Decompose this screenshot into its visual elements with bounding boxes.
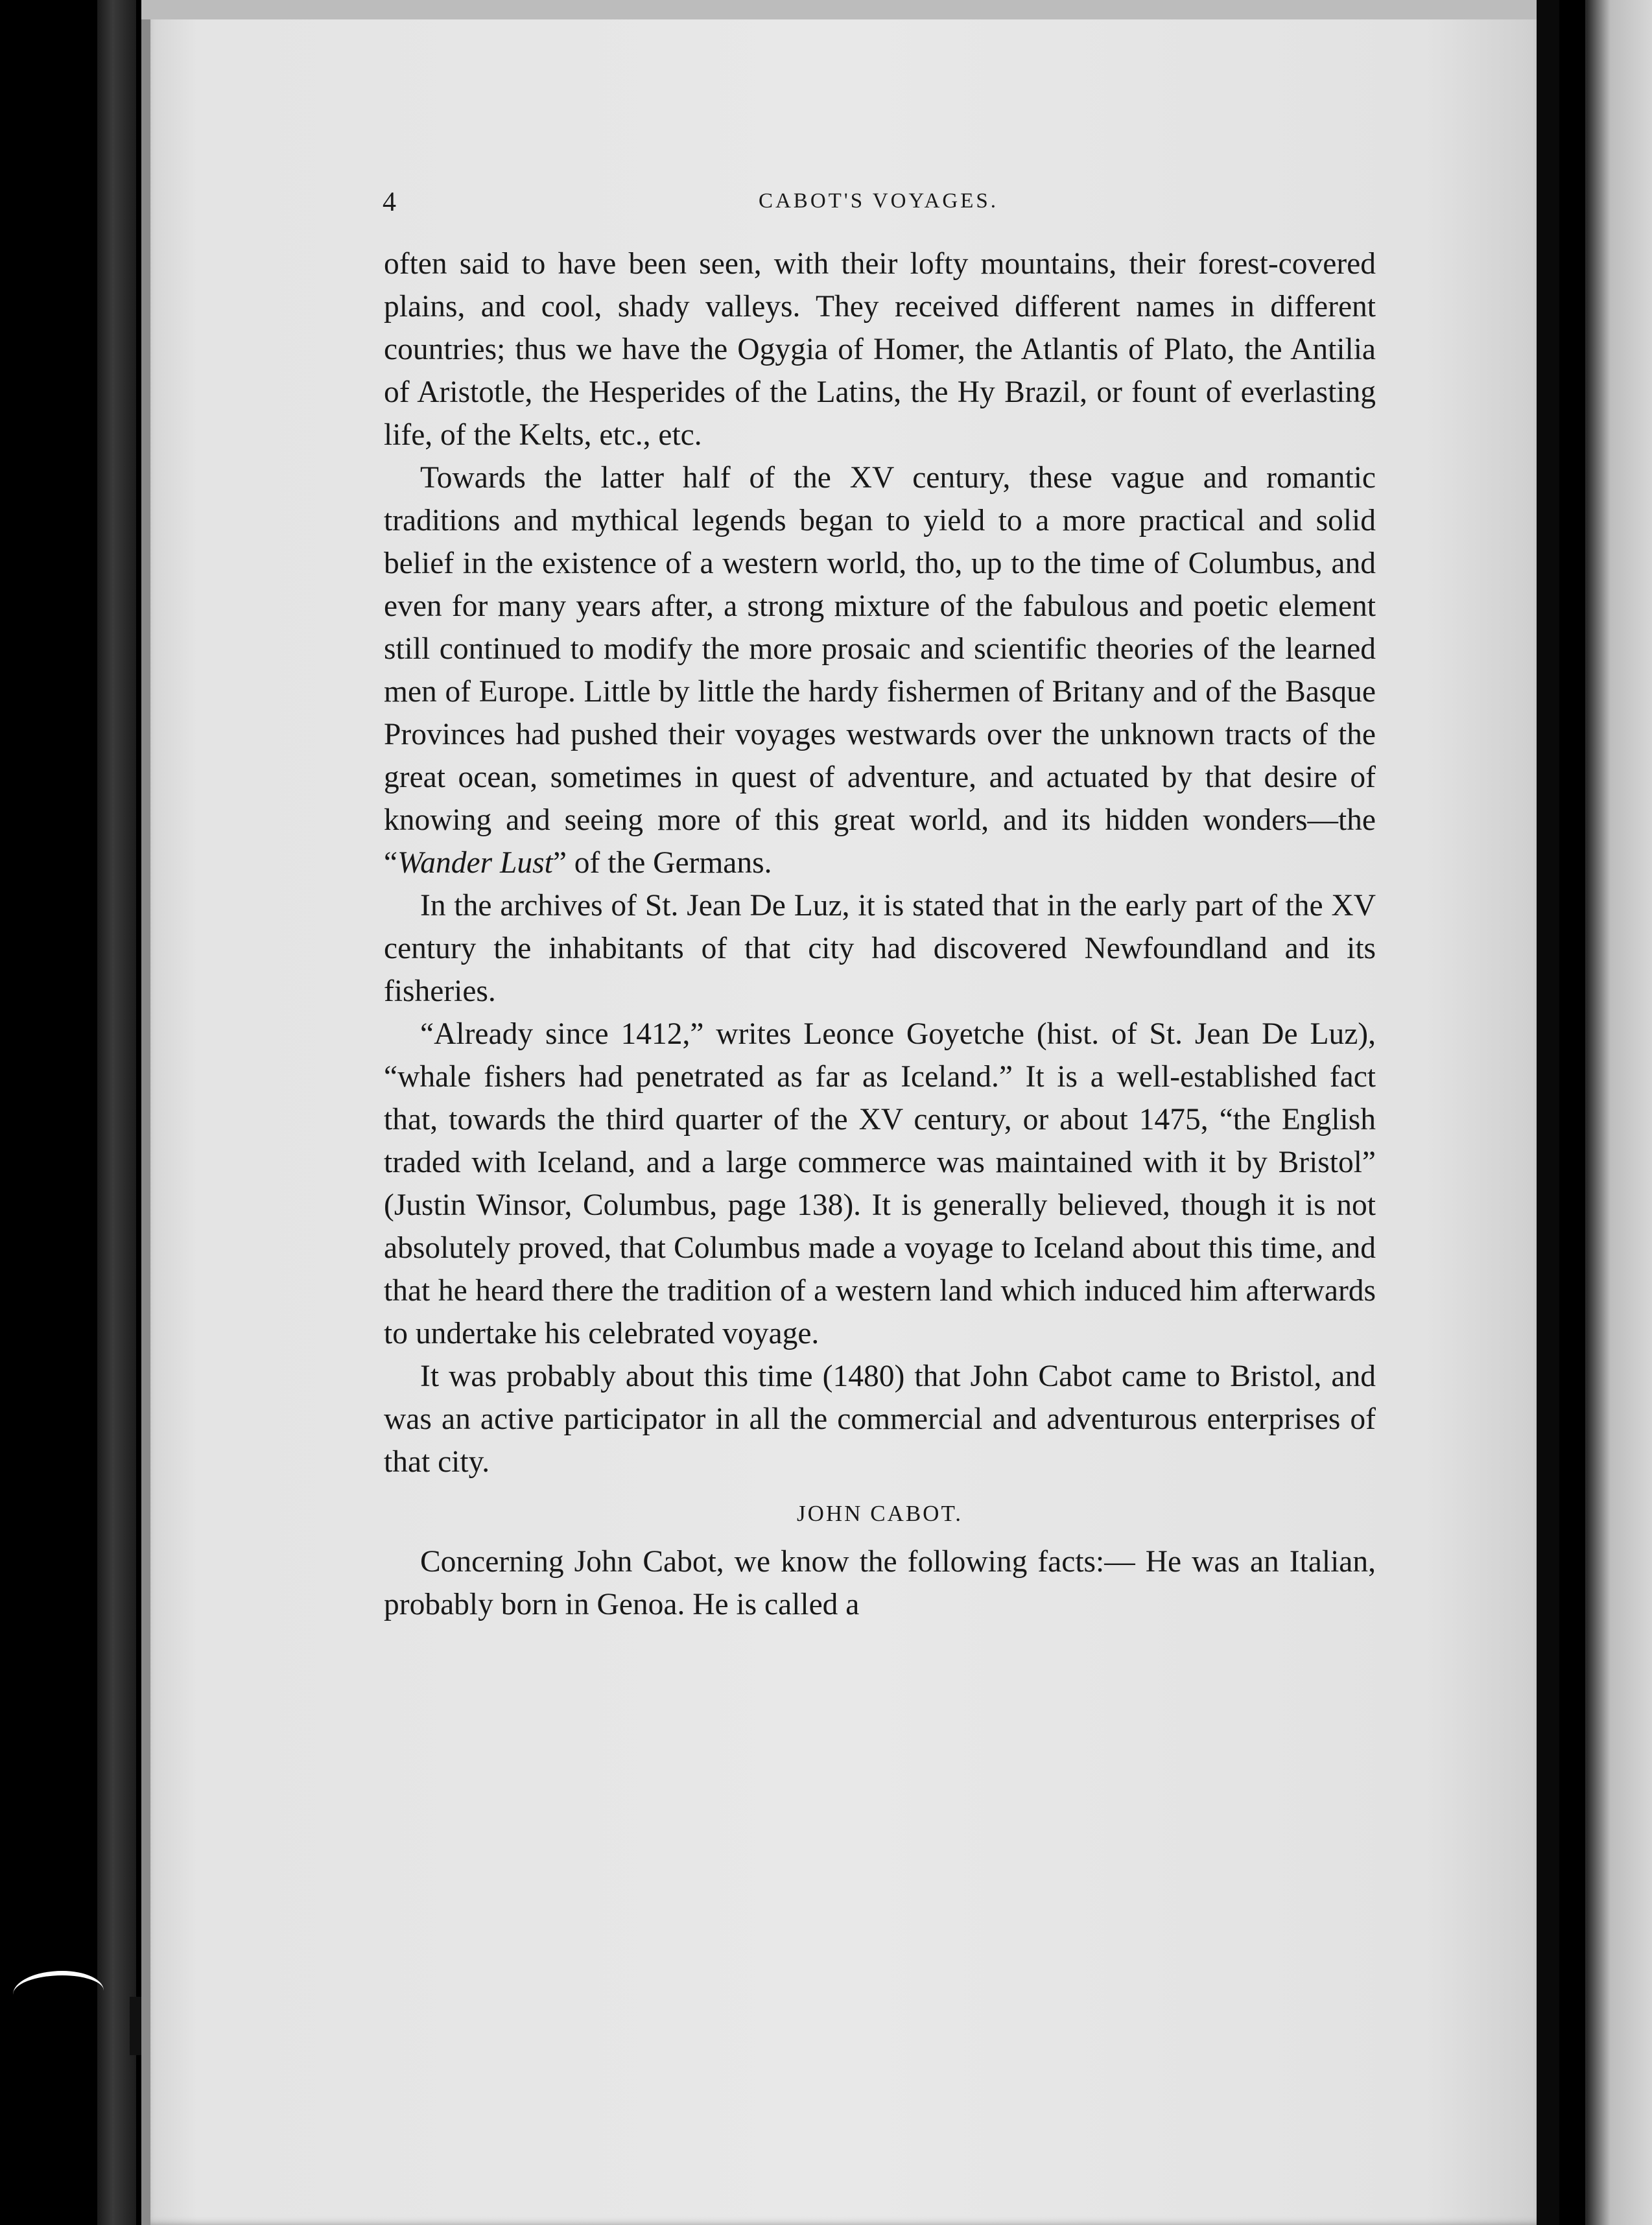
running-head: CABOT'S VOYAGES. <box>758 189 999 213</box>
body-text <box>384 242 1376 1626</box>
right-gutter-shadow <box>1559 0 1585 2225</box>
scan-corner-mark <box>13 1971 104 2014</box>
paragraph-2-text-after: ” of the Germans. <box>552 846 772 880</box>
section-heading: JOHN CABOT. <box>797 1501 963 1526</box>
paragraph-3: In the archives of St. Jean De Luz, it is stated that in the early part of the XV century the inhabitants of that city had discovered Newfoundland and its fisheries. <box>384 889 1376 1008</box>
page-number: 4 <box>383 187 396 217</box>
book-spine-shadow <box>97 0 136 2225</box>
scan-top-band <box>141 0 1537 19</box>
paragraph-5: It was probably about this time (1480) that John Cabot came to Bristol, and was an active participator in all the commercial and adventurous enterprises of that city. <box>384 1360 1376 1479</box>
binding-clip-mark <box>130 1997 141 2055</box>
page-header <box>383 187 1375 226</box>
paragraph-2 <box>384 456 1376 884</box>
paragraph-1: often said to have been seen, with their lofty mountains, their forest-covered plains, and cool, shady valleys. They received different names in different countries; thus we have the Ogygia of Homer, the Atlantis of Plato, the Antilia of Aristotle, the Hesperides of the Latins, the Hy Brazil, or fount of everlasting life, of the Kelts, etc., etc. <box>384 247 1376 452</box>
paragraph-2-italic-term: Wander Lust <box>397 846 553 880</box>
paragraph-6: Concerning John Cabot, we know the following facts:— He was an Italian, probably born in Genoa. He is called a <box>384 1545 1376 1621</box>
page-inner-edge <box>141 0 150 2225</box>
paragraph-2-text-before: Towards the latter half of the XV century, these vague and romantic traditions and mythical legends began to yield to a more practical and solid belief in the existence of a western world, tho, up to the time of Columbus, and even for many years after, a strong mixture of the fabulous and poetic element still continued to modify the more prosaic and scientific theories of the learned men of Europe. Little by little the hardy fishermen of Britany and of the Basque Provinces had pushed their voyages westwards over the unknown tracts of the great ocean, sometimes in quest of adventure, and actuated by that desire of knowing and seeing more of this great world, and its hidden wonders—the “ <box>384 461 1376 880</box>
paragraph-4: “Already since 1412,” writes Leonce Goyetche (hist. of St. Jean De Luz), “whale fishers had penetrated as far as Iceland.” It is a well-established fact that, towards the third quarter of the XV century, or about 1475, “the English traded with Iceland, and a large commerce was maintained with it by Bristol” (Justin Winsor, Columbus, page 138). It is generally believed, though it is not absolutely proved, that Columbus made a voyage to Iceland about this time, and that he heard there the tradition of a western land which induced him afterwards to undertake his celebrated voyage. <box>384 1017 1376 1350</box>
